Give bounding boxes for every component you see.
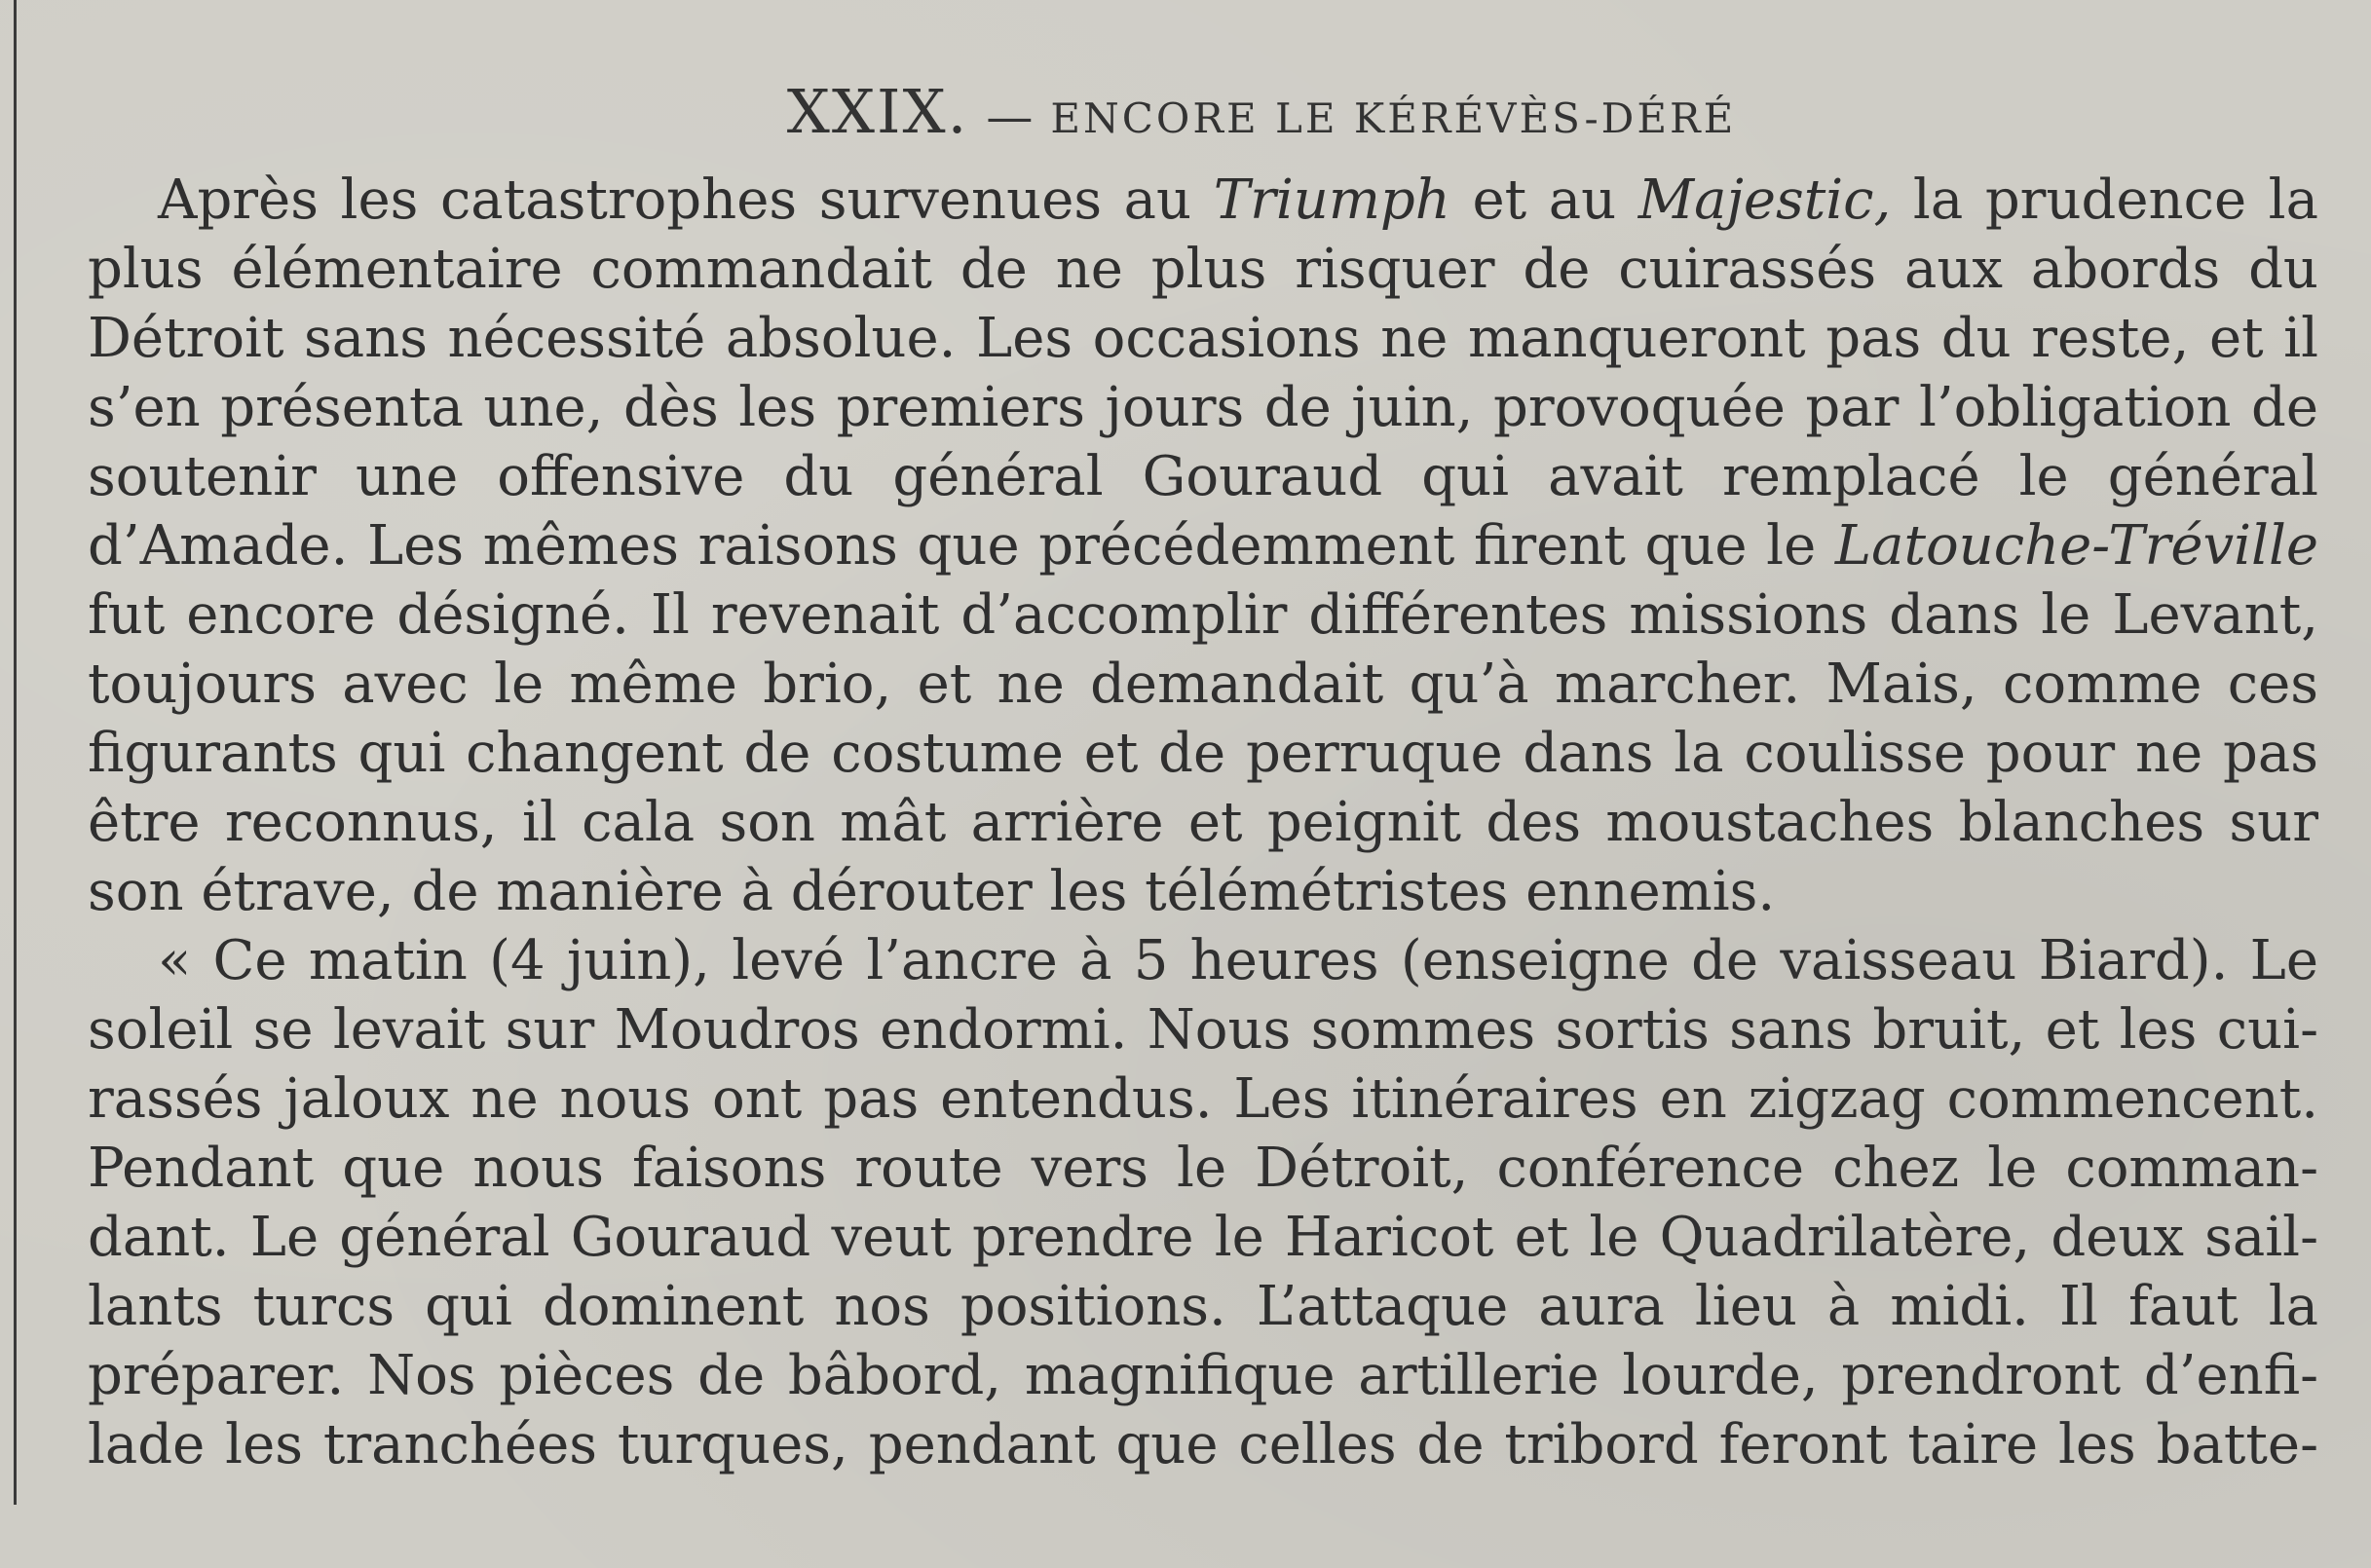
ship-name-majestic: Majestic, [1637, 168, 1892, 232]
book-page [88, 68, 2318, 1510]
chapter-title: ENCORE LE KÉRÉVÈS-DÉRÉ [1050, 94, 1737, 142]
paragraph-1 [88, 166, 2318, 926]
text-line: s’en présenta une, dès les premiers jours de juin, provoquée par l’obligation de [88, 376, 2318, 439]
text-line: d’Amade. Les mêmes raisons que précédemment firent que le Latouche-Tréville [88, 514, 2318, 578]
text-line: « Ce matin (4 juin), levé l’ancre à 5 heures (enseigne de vaisseau Biard). Le [158, 929, 2318, 992]
chapter-heading [88, 68, 2318, 156]
text-line: toujours avec le même brio, et ne demandait qu’à marcher. Mais, comme ces [88, 653, 2318, 716]
chapter-number: XXIX. [786, 76, 969, 147]
text-line: Après les catastrophes survenues au Triumph et au Majestic, la prudence la [158, 168, 2318, 232]
text-line: être reconnus, il cala son mât arrière et peignit des moustaches blanches sur [88, 791, 2318, 854]
text-line: figurants qui changent de costume et de perruque dans la coulisse pour ne pas [88, 722, 2318, 785]
text-line: lants turcs qui dominent nos positions. L’attaque aura lieu à midi. Il faut la [88, 1275, 2318, 1338]
heading-dash: — [986, 90, 1034, 144]
text-line: Détroit sans nécessité absolue. Les occasions ne manqueront pas du reste, et il [88, 307, 2318, 370]
ship-name-latouche-treville: Latouche-Tréville [1834, 514, 2318, 578]
text-line: dant. Le général Gouraud veut prendre le Haricot et le Quadrilatère, deux sail- [88, 1206, 2318, 1269]
text-line: soleil se levait sur Moudros endormi. Nous sommes sortis sans bruit, et les cui- [88, 998, 2318, 1062]
ship-name-triumph: Triumph [1213, 168, 1450, 232]
text-line: rassés jaloux ne nous ont pas entendus. Les itinéraires en zigzag commencent. [88, 1067, 2318, 1131]
text-line: fut encore désigné. Il revenait d’accomplir différentes missions dans le Levant, [88, 583, 2318, 647]
text-line: préparer. Nos pièces de bâbord, magnifique artillerie lourde, prendront d’enfi- [88, 1344, 2318, 1407]
left-margin-rule [14, 0, 17, 1505]
text-line: Pendant que nous faisons route vers le Détroit, conférence chez le comman- [88, 1137, 2318, 1200]
paragraph-2 [88, 926, 2318, 1479]
text-line: plus élémentaire commandait de ne plus risquer de cuirassés aux abords du [88, 238, 2318, 301]
text-line: son étrave, de manière à dérouter les télémétristes ennemis. [88, 860, 1776, 923]
text-line: lade les tranchées turques, pendant que celles de tribord feront taire les batte- [88, 1413, 2318, 1476]
text-line: soutenir une offensive du général Gouraud qui avait remplacé le général [88, 445, 2318, 508]
